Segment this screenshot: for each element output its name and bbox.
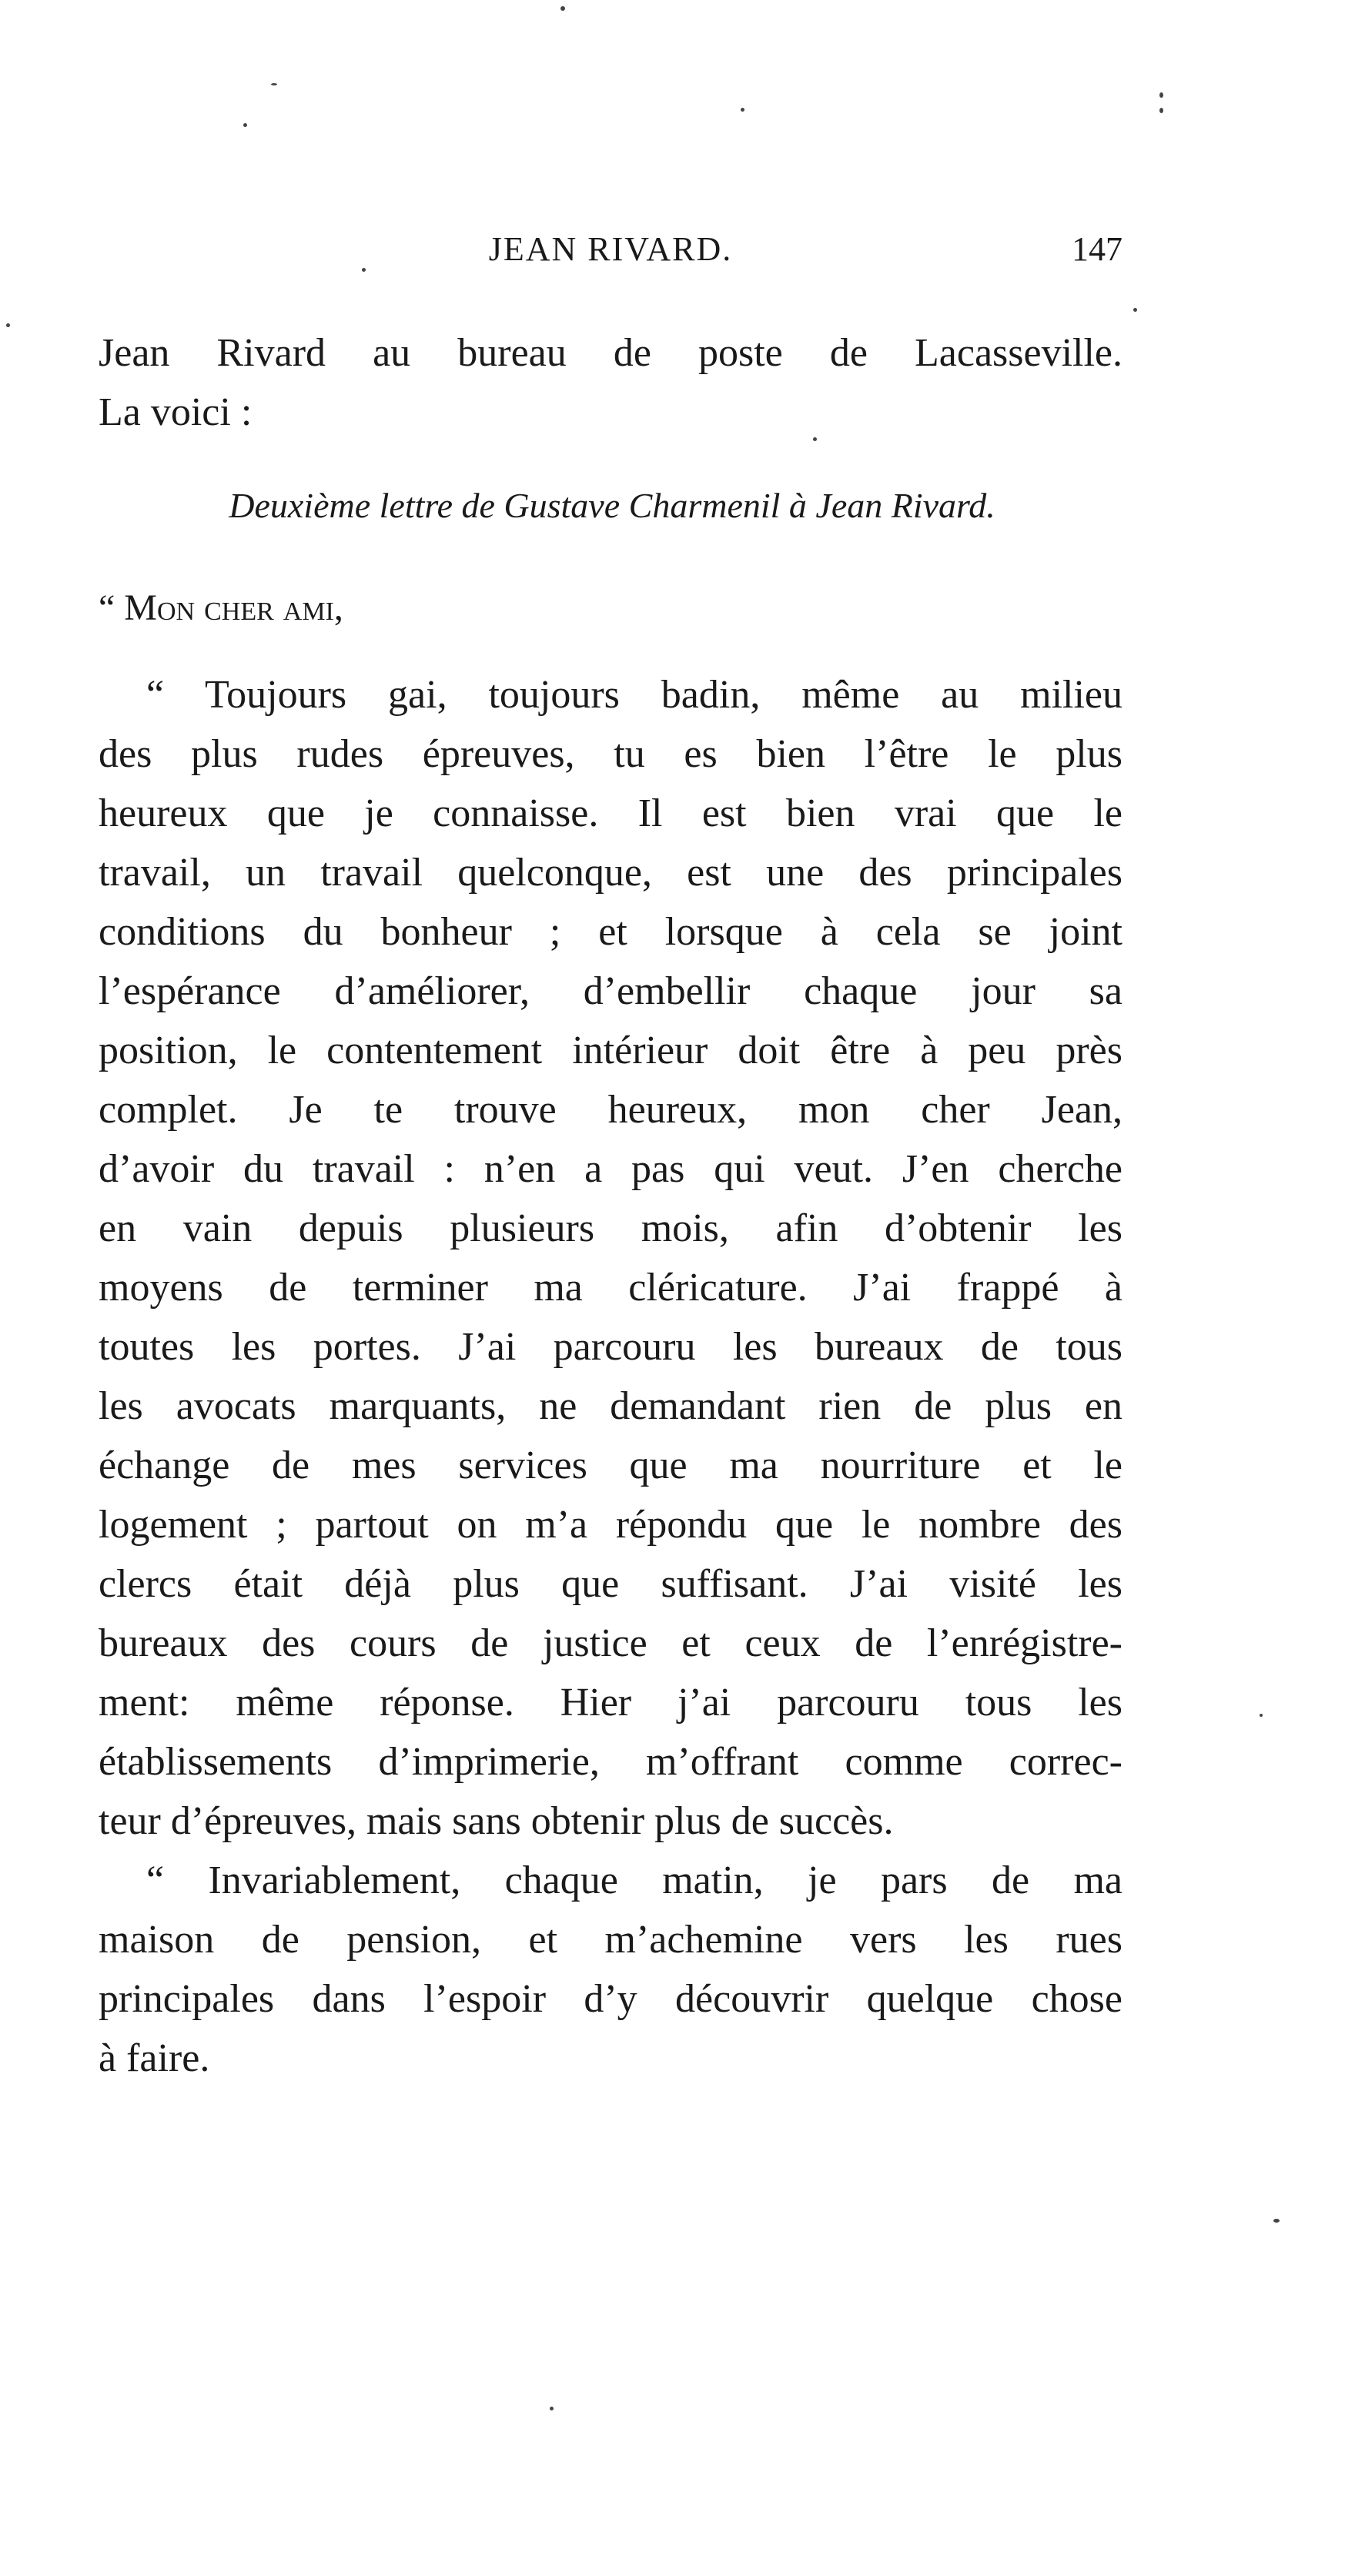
text-line: d’avoir du travail : n’en a pas qui veut. J’en cherche: [99, 1147, 1123, 1191]
ink-speck: [741, 108, 744, 112]
page-number: 147: [1072, 230, 1123, 268]
text-line: heureux que je connaisse. Il est bien vrai que le: [99, 791, 1123, 835]
text-line: position, le contentement intérieur doit être à peu près: [99, 1029, 1123, 1072]
text-line: à faire.: [99, 2036, 210, 2080]
text-line: complet. Je te trouve heureux, mon cher Jean,: [99, 1088, 1123, 1132]
ink-speck: [271, 83, 277, 85]
ink-speck: [550, 2407, 554, 2410]
text-line: toutes les portes. J’ai parcouru les bureaux de tous: [99, 1325, 1123, 1369]
text-line: “ Toujours gai, toujours badin, même au milieu: [146, 673, 1123, 717]
text-line: l’espérance d’améliorer, d’embellir chaque jour sa: [99, 969, 1123, 1013]
text-line: travail, un travail quelconque, est une des principales: [99, 851, 1123, 895]
text-line: maison de pension, et m’achemine vers les rues: [99, 1918, 1123, 1962]
text-line: échange de mes services que ma nourriture et le: [99, 1444, 1123, 1487]
text-line: principales dans l’espoir d’y découvrir quelque chose: [99, 1977, 1123, 2021]
text-line: “ Invariablement, chaque matin, je pars de ma: [146, 1858, 1123, 1902]
text-line: logement ; partout on m’a répondu que le nombre des: [99, 1503, 1123, 1547]
text-line: ment: même réponse. Hier j’ai parcouru tous les: [99, 1681, 1123, 1725]
ink-speck: [560, 6, 565, 11]
text-line: établissements d’imprimerie, m’offrant comme correc-: [99, 1740, 1123, 1784]
text-line: bureaux des cours de justice et ceux de l’enrégistre-: [99, 1621, 1123, 1665]
text-line: des plus rudes épreuves, tu es bien l’être le plus: [99, 732, 1123, 776]
text-line: teur d’épreuves, mais sans obtenir plus de succès.: [99, 1799, 894, 1843]
ink-speck: [6, 323, 10, 327]
ink-speck: [243, 123, 247, 127]
text-line: Jean Rivard au bureau de poste de Lacasseville.: [99, 331, 1123, 375]
salutation: “ Mon cher ami,: [99, 587, 343, 628]
running-title: JEAN RIVARD.: [488, 230, 733, 268]
intro-text: [99, 323, 1123, 442]
text-line: les avocats marquants, ne demandant rien de plus en: [99, 1384, 1123, 1428]
running-head: [99, 229, 1123, 276]
ink-speck: [1273, 2219, 1280, 2223]
letter-heading: Deuxième lettre de Gustave Charmenil à Jean Rivard.: [229, 486, 995, 525]
text-line: conditions du bonheur ; et lorsque à cela se joint: [99, 910, 1123, 954]
letter-body: [99, 665, 1123, 2088]
text-line: moyens de terminer ma cléricature. J’ai frappé à: [99, 1266, 1123, 1310]
text-line: en vain depuis plusieurs mois, afin d’obtenir les: [99, 1206, 1123, 1250]
ink-speck: [1159, 92, 1163, 98]
text-line: La voici :: [99, 390, 253, 434]
text-line: clercs était déjà plus que suffisant. J’ai visité les: [99, 1562, 1123, 1606]
ink-speck: [1260, 1714, 1263, 1717]
ink-speck: [1133, 308, 1137, 312]
ink-speck: [1159, 108, 1163, 113]
